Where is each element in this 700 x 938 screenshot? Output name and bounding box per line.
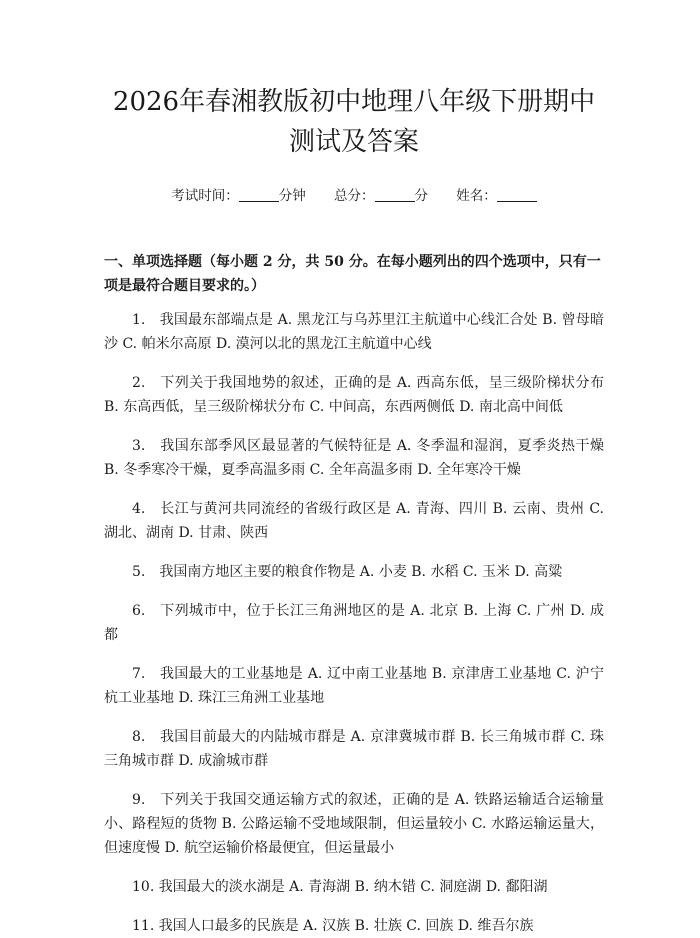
- section-heading: 一、单项选择题（每小题 2 分，共 50 分。在每小题列出的四个选项中，只有一项是最符合题目要求的。）: [104, 254, 601, 294]
- exam-time-label: 考试时间：: [171, 188, 239, 204]
- question-item: 8. 我国目前最大的内陆城市群是 A. 京津冀城市群 B. 长三角城市群 C. 珠三角城市群 D. 成渝城市群: [104, 729, 604, 769]
- exam-time-blank: [239, 187, 279, 202]
- name-label: 姓名：: [456, 188, 497, 204]
- name-field: [456, 186, 537, 206]
- exam-time-field: [171, 186, 306, 206]
- question-list: [104, 308, 604, 938]
- total-score-field: [334, 186, 428, 206]
- question-item: 11. 我国人口最多的民族是 A. 汉族 B. 壮族 C. 回族 D. 维吾尔族: [132, 918, 534, 934]
- question-item: 10. 我国最大的淡水湖是 A. 青海湖 B. 纳木错 C. 洞庭湖 D. 鄱阳湖: [132, 879, 548, 895]
- question-item: 5. 我国南方地区主要的粮食作物是 A. 小麦 B. 水稻 C. 玉米 D. 高粱: [132, 564, 563, 580]
- exam-time-unit: 分钟: [278, 188, 306, 204]
- document-title: 2026年春湘教版初中地理八年级下册期中测试及答案: [112, 87, 596, 157]
- total-score-blank: [375, 187, 415, 202]
- question-item: 1. 我国最东部端点是 A. 黑龙江与乌苏里江主航道中心线汇合处 B. 曾母暗沙 C. 帕米尔高原 D. 漠河以北的黑龙江主航道中心线: [104, 312, 604, 352]
- question-item: 4. 长江与黄河共同流经的省级行政区是 A. 青海、四川 B. 云南、贵州 C. 湖北、湖南 D. 甘肃、陕西: [104, 501, 604, 541]
- question-item: 9. 下列关于我国交通运输方式的叙述，正确的是 A. 铁路运输适合运输量小、路程短的货物 B. 公路运输不受地域限制，但运量较小 C. 水路运输运量大，但速度慢 D. 航空运输价格最便宜，但运量最小: [104, 792, 604, 856]
- question-item: 6. 下列城市中，位于长江三角洲地区的是 A. 北京 B. 上海 C. 广州 D. 成都: [104, 603, 604, 643]
- question-item: 7. 我国最大的工业基地是 A. 辽中南工业基地 B. 京津唐工业基地 C. 沪宁杭工业基地 D. 珠江三角洲工业基地: [104, 666, 604, 706]
- exam-info-line: [104, 186, 604, 206]
- total-score-unit: 分: [414, 188, 428, 204]
- question-item: 3. 我国东部季风区最显著的气候特征是 A. 冬季温和湿润，夏季炎热干燥 B. 冬季寒冷干燥，夏季高温多雨 C. 全年高温多雨 D. 全年寒冷干燥: [104, 438, 604, 478]
- question-item: 2. 下列关于我国地势的叙述，正确的是 A. 西高东低，呈三级阶梯状分布 B. 东高西低，呈三级阶梯状分布 C. 中间高，东西两侧低 D. 南北高中间低: [104, 375, 604, 415]
- total-score-label: 总分：: [334, 188, 375, 204]
- name-blank: [497, 187, 537, 202]
